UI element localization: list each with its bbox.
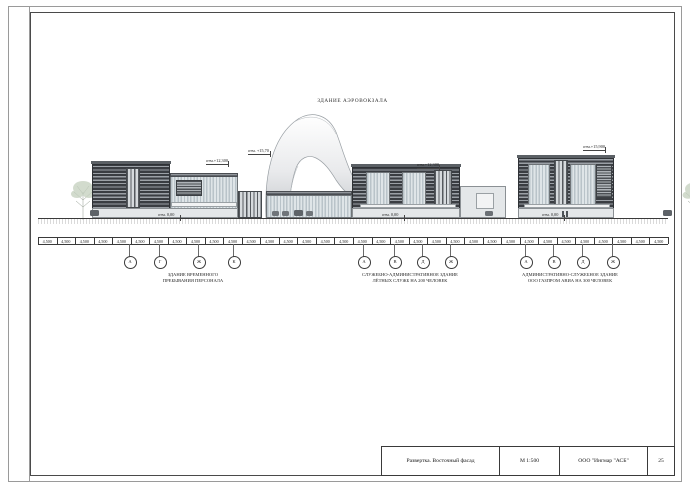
- building-caption-line: ПРЕБЫВАНИЯ ПЕРСОНАЛА: [162, 278, 224, 284]
- building-caption-line: АДМИНИСТРАТИВНО-СЛУЖЕБНОЕ ЗДАНИЕ: [522, 272, 618, 277]
- level-marker-label: отм.+12,300: [206, 158, 229, 163]
- left-building-stair-core: [126, 168, 140, 208]
- axis-bubble: Г: [154, 256, 167, 269]
- axis-bubble: В: [389, 256, 402, 269]
- dimension-tick: [279, 237, 280, 244]
- tree-right-icon: [682, 172, 690, 220]
- level-marker-tick: [404, 215, 405, 221]
- level-marker-tick: [180, 215, 181, 221]
- dimension-value: 4,500: [302, 239, 312, 244]
- axis-bubble: А: [358, 256, 371, 269]
- dimension-band: [30, 228, 675, 264]
- dimension-value: 4,500: [357, 239, 367, 244]
- dimension-rule-bottom: [38, 244, 668, 245]
- dimension-value: 4,500: [617, 239, 627, 244]
- level-marker-line: [158, 218, 180, 219]
- level-marker-tick: [605, 147, 606, 153]
- axis-bubble: К: [228, 256, 241, 269]
- right-building-roof-cap: [517, 155, 615, 158]
- middle-building-glass-bay: [402, 172, 426, 206]
- left-building-roof-cap: [91, 161, 171, 164]
- vehicle-icon: [306, 211, 313, 216]
- dimension-tick: [594, 237, 595, 244]
- level-marker-label: отм. +15,70: [248, 148, 269, 153]
- dimension-tick: [242, 237, 243, 244]
- dimension-value: 4,500: [42, 239, 52, 244]
- right-building-glass-bay: [570, 164, 596, 206]
- middle-building-glass-bay: [366, 172, 390, 206]
- building-captions: [30, 272, 675, 298]
- ground-hatch: [38, 219, 668, 224]
- dimension-tick: [501, 237, 502, 244]
- dimension-value: 4,500: [227, 239, 238, 244]
- axis-bubble: Ж: [607, 256, 620, 269]
- dimension-tick: [409, 237, 410, 244]
- level-marker-line: [583, 150, 605, 151]
- right-building-louver-panel: [596, 164, 612, 198]
- building-caption: [362, 272, 458, 285]
- dimension-value: 4,500: [98, 239, 108, 244]
- dimension-value: 4,500: [209, 239, 219, 244]
- dimension-tick: [334, 237, 335, 244]
- dimension-tick: [538, 237, 539, 244]
- dimension-value: 4,500: [265, 239, 275, 244]
- level-marker-tick: [270, 151, 271, 157]
- level-marker-label: отм.+12,300: [417, 162, 440, 167]
- dimension-tick: [464, 237, 465, 244]
- dimension-value: 4,500: [468, 239, 479, 244]
- dimension-tick: [260, 237, 261, 244]
- dimension-tick: [612, 237, 613, 244]
- dimension-value: 4,500: [190, 239, 201, 244]
- dimension-value: 4,500: [320, 239, 330, 244]
- title-block: [381, 446, 675, 476]
- dimension-value: 4,500: [542, 239, 553, 244]
- level-marker-label: отм. 0,00: [542, 212, 559, 217]
- left-building-upper-band: [170, 173, 238, 177]
- building-caption: [163, 272, 223, 285]
- level-marker-line: [206, 164, 228, 165]
- axis-bubble: Д: [577, 256, 590, 269]
- drawing-title: ЗДАНИЕ АЭРОВОКЗАЛА: [317, 98, 388, 104]
- dimension-value: 4,500: [283, 239, 293, 244]
- dimension-tick: [575, 237, 576, 244]
- title-block-scale: М 1:500: [500, 447, 560, 475]
- dimension-value: 4,500: [376, 239, 386, 244]
- dimension-value: 4,500: [524, 239, 534, 244]
- level-marker-label: отм. 0,00: [158, 212, 175, 217]
- building-caption-line: ЛЁТНЫХ СЛУЖБ НА 200 ЧЕЛОВЕК: [372, 278, 448, 284]
- building-caption: [522, 272, 618, 285]
- level-marker-line: [542, 218, 564, 219]
- dimension-tick: [94, 237, 95, 244]
- axis-bubble: А: [520, 256, 533, 269]
- dimension-value: 4,500: [61, 239, 71, 244]
- dimension-value: 4,500: [172, 239, 182, 244]
- dimension-tick: [446, 237, 447, 244]
- axis-bubble: А: [124, 256, 137, 269]
- level-marker-label: отм.+15,900: [583, 144, 606, 149]
- axis-bubble: Ж: [445, 256, 458, 269]
- middle-building-stair-core: [434, 170, 452, 208]
- title-block-page-number: 25: [658, 458, 664, 464]
- dimension-value: 4,500: [561, 239, 571, 244]
- sheet-binding-margin: [8, 6, 30, 482]
- level-marker-line: [417, 168, 439, 169]
- dimension-tick: [427, 237, 428, 244]
- level-marker-tick: [564, 215, 565, 221]
- dimension-tick: [668, 237, 669, 244]
- dimension-tick: [520, 237, 521, 244]
- level-marker-line: [248, 154, 270, 155]
- dimension-value: 4,500: [413, 239, 423, 244]
- dimension-value: 4,500: [505, 239, 516, 244]
- dimension-tick: [57, 237, 58, 244]
- dimension-tick: [38, 237, 39, 244]
- vehicle-icon: [282, 211, 289, 216]
- dimension-tick: [149, 237, 150, 244]
- vehicle-icon: [294, 210, 303, 216]
- dimension-tick: [131, 237, 132, 244]
- title-block-organization: ООО "Ингмар "АСБ": [560, 447, 648, 475]
- axis-bubble: Д: [417, 256, 430, 269]
- dimension-value: 4,500: [431, 239, 441, 244]
- dimension-value: 4,500: [635, 239, 645, 244]
- right-building-stair-core: [554, 160, 568, 208]
- dimension-tick: [649, 237, 650, 244]
- dimension-tick: [390, 237, 391, 244]
- dimension-tick: [75, 237, 76, 244]
- dimension-value: 4,500: [339, 239, 349, 244]
- dimension-value: 4,500: [598, 239, 608, 244]
- dimension-value: 4,500: [394, 239, 404, 244]
- left-building-entrance-canopy: [171, 202, 237, 207]
- dimension-tick: [316, 237, 317, 244]
- level-marker-line: [382, 218, 404, 219]
- middle-building-roof-cap: [351, 164, 461, 167]
- dimension-tick: [223, 237, 224, 244]
- link-block-opening: [476, 193, 494, 209]
- middle-building-plinth: [352, 208, 460, 218]
- building-caption-line: ЗДАНИЕ ВРЕМЕННОГО: [167, 272, 219, 277]
- vehicle-icon: [272, 211, 279, 216]
- left-building-louver-panel: [176, 180, 202, 196]
- vehicle-icon: [663, 210, 672, 216]
- dimension-tick: [168, 237, 169, 244]
- dimension-tick: [631, 237, 632, 244]
- dimension-tick: [353, 237, 354, 244]
- dimension-value: 4,500: [450, 239, 460, 244]
- person-icon: [566, 211, 568, 217]
- level-marker-label: отм. 0,00: [382, 212, 399, 217]
- axis-bubble: Ж: [193, 256, 206, 269]
- dimension-value: 4,500: [654, 239, 664, 244]
- dimension-tick: [372, 237, 373, 244]
- dimension-value: 4,500: [153, 239, 164, 244]
- level-marker-tick: [439, 165, 440, 171]
- terminal-facade-band: [266, 191, 352, 195]
- dimension-value: 4,500: [487, 239, 497, 244]
- dimension-value: 4,500: [580, 239, 590, 244]
- dimension-value: 4,500: [246, 239, 256, 244]
- dimension-tick: [297, 237, 298, 244]
- dimension-tick: [557, 237, 558, 244]
- dimension-value: 4,500: [79, 239, 89, 244]
- vehicle-icon: [90, 210, 99, 216]
- axis-bubble: В: [548, 256, 561, 269]
- title-block-drawing-name: Развертка. Восточный фасад: [382, 447, 500, 475]
- dimension-tick: [483, 237, 484, 244]
- building-caption-line: ООО ГАЗПРОМ АВИА НА 300 ЧЕЛОВЕК: [527, 278, 613, 284]
- building-caption-line: СЛУЖЕБНО-АДМИНИСТРАТИВНОЕ ЗДАНИЕ: [362, 272, 458, 277]
- dimension-value: 4,500: [116, 239, 126, 244]
- vehicle-icon: [485, 211, 493, 216]
- dimension-tick: [186, 237, 187, 244]
- right-building-glass-bay: [528, 164, 550, 206]
- dimension-tick: [112, 237, 113, 244]
- level-marker-tick: [228, 161, 229, 167]
- dimension-value: 4,500: [135, 239, 145, 244]
- dimension-tick: [205, 237, 206, 244]
